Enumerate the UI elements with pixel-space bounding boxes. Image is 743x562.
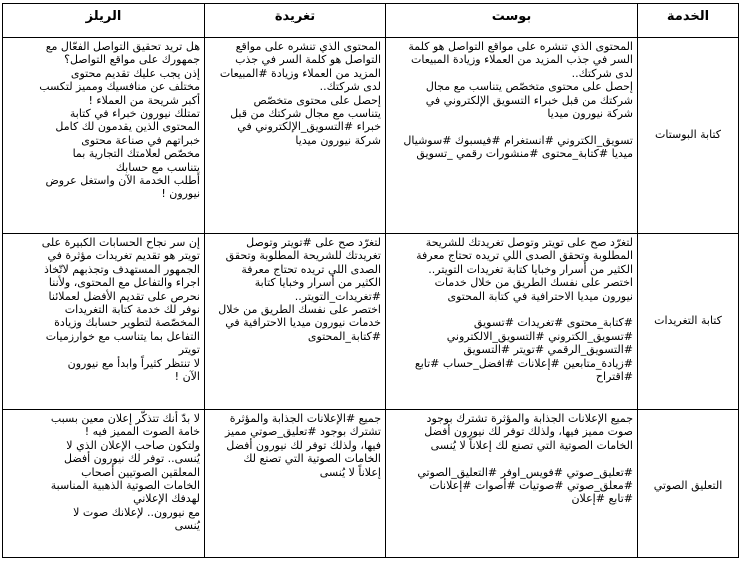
service-cell-voiceover: التعليق الصوتي	[653, 479, 723, 492]
col-divider-3	[637, 3, 638, 558]
col-divider-2	[385, 3, 386, 558]
table-border-right	[738, 3, 739, 558]
service-cell-posts: كتابة البوستات	[654, 128, 722, 141]
header-post: بوست	[491, 9, 532, 24]
post-cell-tweets: لتغرّد صح على تويتر وتوصل تغريدتك للشريحة المطلوبة وتحقق الصدى اللي تريده تحتاج معرفة الكثير من أسرار وخبايا كتابة تغريدات التويتر.. اختصر على نفسك الطريق من خلال خدمات نيورون ميديا الاحترافية في كتابة المحتوى #كتابة_محتوى #تغريدات #تسويق #تسويق_الكتروني #التسويق_الالكتروني #التسويق_الرقمي #تويتر #التسويق #زيادة_متابعين #إعلانات #افضل_حساب #تابع #اقتراح	[414, 236, 633, 384]
post-cell-voiceover: جميع الإعلانات الجذابة والمؤثرة تشترك بوجود صوت مميز فيها، ولذلك توفر لك نيورون أفضل الخامات الصوتية التي تصنع لك إعلاناً لا يُنسى #تعليق_صوتي #فويس_اوفر #التعليق_الصوتي #معلق_صوتي #صوتيات #أصوات #إعلانات #تابع #إعلان	[417, 412, 633, 506]
table-border-left	[2, 3, 3, 558]
reels-cell-posts: هل تريد تحقيق التواصل الفعّال مع جمهورك على مواقع التواصل؟ إذن يجب عليك تقديم محتوى مختلف عن منافسيك ومميز لتكسب أكبر شريحة من العملاء ! تمتلك نيورون خبراء في كتابة المحتوى الذين يقدمون لك كامل خبراتهم في صناعة محتوى مخصّص لعلامتك التجارية بما يتناسب مع حسابك أطلب الخدمة الآن واستغل عروض نيورون !	[39, 40, 200, 201]
header-tweet: تغريدة	[274, 9, 316, 24]
header-service: الخدمة	[666, 9, 710, 24]
row-divider-1	[2, 233, 739, 234]
header-divider	[2, 37, 739, 38]
row-divider-2	[2, 409, 739, 410]
col-divider-1	[204, 3, 205, 558]
tweet-cell-voiceover: جميع #الإعلانات الجذابة والمؤثرة تشترك بوجود #تعليق_صوتي مميز فيها، ولذلك توفر لك نيورون أفضل الخامات الصوتية التي تصنع لك إعلاناً لا يُنسى	[224, 412, 381, 479]
tweet-cell-tweets: لتغرّد صح على #تويتر وتوصل تغريدتك للشريحة المطلوبة وتحقق الصدى اللي تريده تحتاج معرفة الكثير من أسرار وخبايا كتابة #تغريدات_التويتر.. اختصر على نفسك الطريق من خلال خدمات نيورون ميديا الاحترافية في #كتابة_المحتوى	[218, 236, 381, 343]
service-cell-tweets: كتابة التغريدات	[654, 314, 722, 327]
header-reels: الريلز	[85, 9, 122, 24]
post-cell-posts: المحتوى الذي تنشره على مواقع التواصل هو كلمة السر في جذب المزيد من العملاء وزيادة المبيعات لدى شركتك.. إحصل على محتوى متخصّص يتناسب مع مجال شركتك من قبل خبراء التسويق الإلكتروني في شركة نيورون ميديا تسويق_الكتروني #انستغرام #فيسبوك #سوشيال ميديا #كتابة_محتوى #منشورات رقمي _تسويق	[403, 40, 633, 161]
table-border-top	[2, 3, 739, 4]
reels-cell-tweets: إن سر نجاح الحسابات الكبيرة على تويتر هو تقديم تغريدات مؤثرة في الجمهور المستهدف وتجذبهم لاتّخاذ اجراء والتفاعل مع المحتوى، ولأننا نحرص على تقديم الأفضل لعملائنا نوفر لك خدمة كتابة التغريدات المخصّصة لتطوير حسابك وزيادة التفاعل بما يتناسب مع خوارزميات تويتر لا تنتظر كثيراً وابدأ مع نيورون الآن !	[41, 236, 200, 384]
tweet-cell-posts: المحتوى الذي تنشره على مواقع التواصل هو كلمة السر في جذب المزيد من العملاء وزيادة #المبيعات لدى شركتك.. إحصل على محتوى متخصّص يتناسب مع مجال شركتك من قبل خبراء #التسويق_الإلكتروني في شركة نيورون ميديا	[219, 40, 381, 147]
table-border-bottom	[2, 557, 739, 558]
reels-cell-voiceover: لا بدّ أنك تتذكّر إعلان معين بسبب خامة الصوت المميز فيه ! ولتكون صاحب الإعلان الذي لا يُنسى.. توفر لك نيورون أفضل المعلقين الصوتيين أصحاب الخامات الصوتية الذهبية المناسبة لهدفك الإعلاني مع نيورون.. لإعلانك صوت لا يُنسى	[50, 412, 200, 533]
